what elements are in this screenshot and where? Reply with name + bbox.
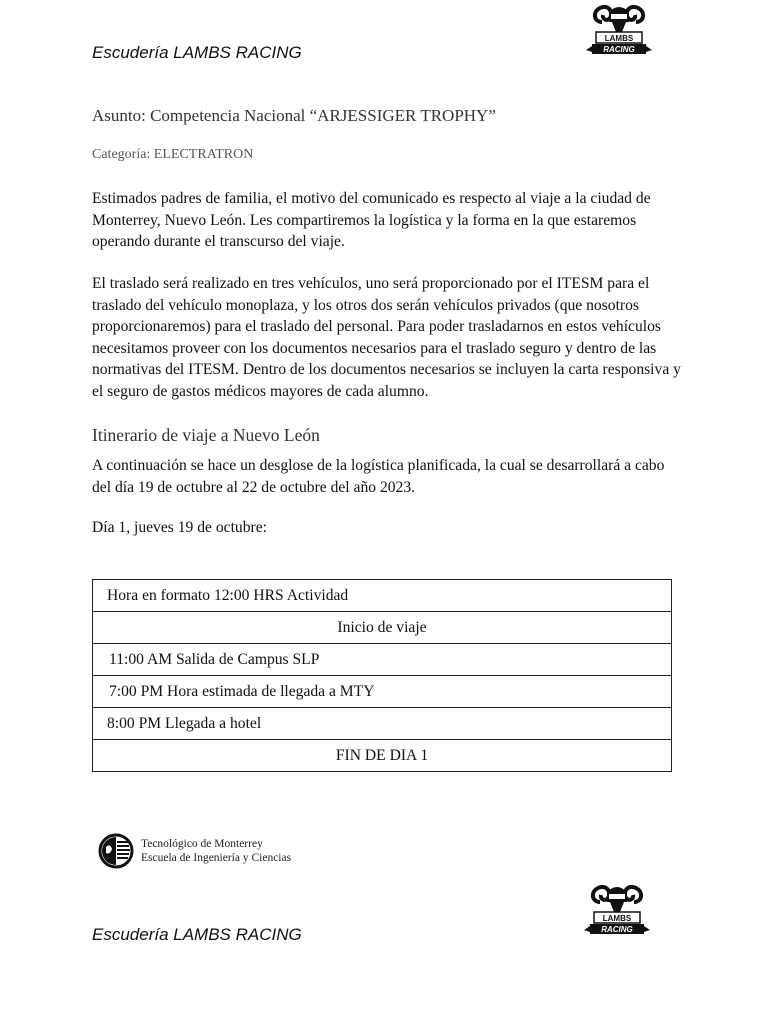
- table-cell: Inicio de viaje: [93, 612, 672, 644]
- svg-text:RACING: RACING: [601, 925, 633, 934]
- table-row: [93, 740, 672, 772]
- day-label: Día 1, jueves 19 de octubre:: [92, 519, 267, 536]
- lambs-racing-logo: [584, 2, 654, 58]
- itinerary-table: [92, 579, 672, 772]
- itinerary-heading: Itinerario de viaje a Nuevo León: [92, 425, 320, 445]
- logistics-paragraph: A continuación se hace un desglose de la logística planificada, la cual se desarrollará a cabo del día 19 de octubre al 22 de octubre del año 2023.: [92, 457, 665, 496]
- institution-name: [141, 837, 291, 865]
- table-header-cell: Hora en formato 12:00 HRS Actividad: [93, 580, 672, 612]
- intro-paragraph: Estimados padres de familia, el motivo del comunicado es respecto al viaje a la ciudad de Monterrey, Nuevo León. Les compartiremos la logística y la forma en la que estaremos operando durante el transcurso del viaje.: [92, 190, 651, 250]
- lambs-racing-logo-footer: [582, 882, 652, 938]
- header-team-name: Escudería LAMBS RACING: [92, 43, 302, 62]
- svg-text:LAMBS: LAMBS: [604, 34, 634, 43]
- table-cell: FIN DE DIA 1: [93, 740, 672, 772]
- table-cell: 8:00 PM Llegada a hotel: [93, 708, 672, 740]
- svg-text:RACING: RACING: [603, 45, 635, 54]
- footer-team-name: Escudería LAMBS RACING: [92, 925, 302, 944]
- tec-monterrey-logo-icon: [98, 833, 134, 869]
- category-line: Categoría: ELECTRATRON: [92, 147, 254, 162]
- table-row: [93, 580, 672, 612]
- table-row: [93, 644, 672, 676]
- institution-line-2: Escuela de Ingeniería y Ciencias: [141, 852, 292, 864]
- table-cell: 11:00 AM Salida de Campus SLP: [93, 644, 672, 676]
- table-row: [93, 612, 672, 644]
- subject-line: Asunto: Competencia Nacional “ARJESSIGER TROPHY”: [92, 106, 496, 125]
- table-row: [93, 708, 672, 740]
- institution-line-1: Tecnológico de Monterrey: [141, 838, 263, 850]
- table-row: [93, 676, 672, 708]
- table-cell: 7:00 PM Hora estimada de llegada a MTY: [93, 676, 672, 708]
- transport-paragraph: El traslado será realizado en tres vehículos, uno será proporcionado por el ITESM para el traslado del vehículo monoplaza, y los otros dos serán vehículos privados (que nosotros proporcionaremos) para el traslado del personal. Para poder trasladarnos en estos vehículos necesitamos proveer con los documentos necesarios para el traslado seguro y dentro de las normativas del ITESM. Dentro de los documentos necesarios se incluyen la carta responsiva y el seguro de gastos médicos mayores de cada alumno.: [92, 275, 681, 400]
- svg-text:LAMBS: LAMBS: [602, 914, 632, 923]
